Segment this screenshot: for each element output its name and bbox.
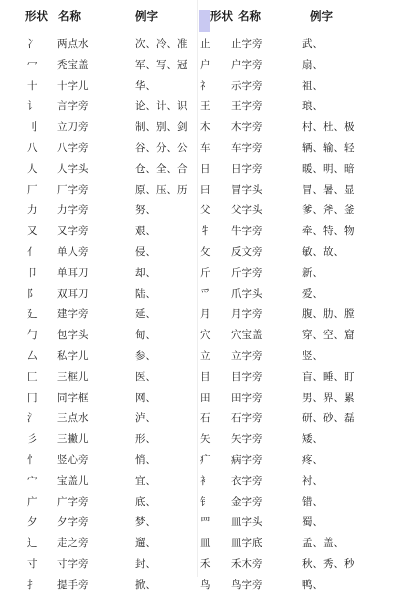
example-characters: 祖、 [302,79,323,92]
table-row [0,471,196,492]
radical-name: 王字旁 [231,100,263,113]
radical-shape: 疒 [200,453,211,466]
example-characters: 遛、 [135,537,156,550]
radical-name: 示字旁 [231,79,263,92]
radical-name: 三框儿 [57,370,89,383]
example-characters: 鸭、 [302,578,323,591]
table-row [198,180,400,201]
radical-name: 日字旁 [231,162,263,175]
table-row [198,200,400,221]
radical-name: 私字儿 [57,349,89,362]
radical-shape: 禾 [200,557,211,570]
radical-shape: 亻 [27,245,38,258]
table-row [0,284,196,305]
example-characters: 爹、斧、釜 [302,204,355,217]
radical-name: 牛字旁 [231,225,263,238]
example-characters: 艰、 [135,225,156,238]
radical-name: 禾木旁 [231,557,263,570]
radical-name: 立刀旁 [57,121,89,134]
example-characters: 竖、 [302,349,323,362]
table-row [198,76,400,97]
radical-shape: 冫 [27,38,38,50]
radical-name: 止字旁 [231,38,263,50]
radical-shape: 又 [27,225,38,238]
table-row [0,575,196,596]
example-characters: 冒、暑、显 [302,183,355,196]
radical-shape: 穴 [200,329,211,342]
table-row [0,263,196,284]
radical-shape: 刂 [27,121,38,134]
radical-name: 又字旁 [57,225,89,238]
radicals-table-right [198,0,400,596]
radical-shape: 冂 [27,391,38,404]
example-characters: 延、 [135,308,156,321]
radical-name: 两点水 [57,38,89,50]
example-characters: 秋、秀、秒 [302,557,355,570]
example-characters: 次、冷、准 [135,38,188,50]
radical-shape: 忄 [27,453,38,466]
table-row [198,492,400,513]
example-characters: 爱、 [302,287,323,300]
radical-shape: 寸 [27,557,38,570]
radical-name: 皿字头 [231,516,263,529]
example-characters: 甸、 [135,329,156,342]
table-row [0,408,196,429]
example-characters: 谷、分、公 [135,141,188,154]
radical-shape: 户 [200,58,211,71]
example-characters: 论、计、识 [135,100,188,113]
example-characters: 形、 [135,433,156,446]
example-characters: 底、 [135,495,156,508]
radical-name: 提手旁 [57,578,89,591]
radical-name: 立字旁 [231,349,263,362]
table-row [0,533,196,554]
table-row [0,512,196,533]
radical-shape: 罒 [200,516,211,529]
header-shape: 形状 [25,9,48,23]
example-characters: 封、 [135,557,156,570]
radical-shape: 爫 [200,287,211,300]
example-characters: 宜、 [135,474,156,487]
radical-name: 建字旁 [57,308,89,321]
table-row [198,367,400,388]
radical-shape: 止 [200,38,211,50]
radical-name: 父字头 [231,204,263,217]
example-characters: 孟、盖、 [302,537,344,550]
table-row [0,388,196,409]
radical-shape: 目 [200,370,211,383]
radical-name: 广字旁 [57,495,89,508]
table-row [0,554,196,575]
table-row [198,242,400,263]
table-row [0,367,196,388]
radical-shape: 曰 [200,183,211,196]
radical-name: 包字头 [57,329,89,342]
radical-shape: 石 [200,412,211,425]
radical-name: 言字旁 [57,100,89,113]
radical-shape: 皿 [200,537,211,550]
radical-shape: 辶 [27,537,38,550]
radical-shape: 矢 [200,433,211,446]
example-characters: 疼、 [302,453,323,466]
example-characters: 掀、 [135,578,156,591]
example-characters: 军、写、冠 [135,58,188,71]
radical-name: 同字框 [57,391,89,404]
radical-shape: 氵 [27,412,38,425]
radical-shape: 鸟 [200,578,211,591]
table-row [0,180,196,201]
table-row [0,450,196,471]
table-row [0,492,196,513]
radical-shape: 夕 [27,516,38,529]
radicals-table-left [0,0,196,596]
example-characters: 网、 [135,391,156,404]
radical-name: 单人旁 [57,245,89,258]
radical-name: 金字旁 [231,495,263,508]
radical-name: 寸字旁 [57,557,89,570]
table-row [198,429,400,450]
table-row [198,554,400,575]
header-example: 例字 [135,9,158,23]
table-row [198,55,400,76]
radical-name: 人字头 [57,162,89,175]
table-row [198,325,400,346]
radical-name: 石字旁 [231,412,263,425]
example-characters: 辆、输、轻 [302,141,355,154]
radical-shape: 牜 [200,225,211,238]
table-row [0,138,196,159]
radical-name: 矢字旁 [231,433,263,446]
radical-name: 八字旁 [57,141,89,154]
table-row [0,242,196,263]
radical-shape: 月 [200,308,211,321]
header-example: 例字 [310,9,333,23]
radical-name: 斤字旁 [231,266,263,279]
radical-shape: 王 [200,100,211,113]
radical-name: 秃宝盖 [57,58,89,71]
table-row [198,533,400,554]
radical-shape: 宀 [27,474,38,487]
table-row [198,138,400,159]
example-characters: 却、 [135,266,156,279]
example-characters: 泸、 [135,412,156,425]
table-row [0,117,196,138]
table-header [198,0,400,34]
example-characters: 陆、 [135,287,156,300]
example-characters: 侵、 [135,245,156,258]
radical-shape: 廴 [27,308,38,321]
radical-shape: 父 [200,204,211,217]
example-characters: 医、 [135,370,156,383]
radical-name: 夕字旁 [57,516,89,529]
radical-name: 反文旁 [231,245,263,258]
table-row [198,450,400,471]
radical-name: 厂字旁 [57,183,89,196]
radical-shape: 卩 [27,266,38,279]
example-characters: 华、 [135,79,156,92]
table-row [198,471,400,492]
table-row [0,159,196,180]
radical-name: 双耳刀 [57,287,89,300]
example-characters: 腹、肋、膛 [302,308,355,321]
table-row [0,76,196,97]
table-row [198,159,400,180]
example-characters: 错、 [302,495,323,508]
table-row [0,55,196,76]
radical-name: 皿字底 [231,537,263,550]
table-row [0,325,196,346]
example-characters: 衬、 [302,474,323,487]
radical-name: 竖心旁 [57,453,89,466]
radical-shape: 田 [200,391,211,404]
example-characters: 矮、 [302,433,323,446]
radical-shape: 衤 [200,474,211,487]
example-characters: 梦、 [135,516,156,529]
example-characters: 村、杜、极 [302,121,355,134]
example-characters: 牵、特、物 [302,225,355,238]
radical-shape: 攵 [200,245,211,258]
radical-shape: 广 [27,495,38,508]
example-characters: 敏、故、 [302,245,344,258]
radical-name: 木字旁 [231,121,263,134]
radical-name: 穴宝盖 [231,329,263,342]
radical-shape: 力 [27,204,38,217]
table-row [198,388,400,409]
radical-shape: 匚 [27,370,38,383]
radical-name: 病字旁 [231,453,263,466]
table-row [198,284,400,305]
table-row [198,346,400,367]
table-row [0,200,196,221]
radical-shape: 人 [27,162,38,175]
example-characters: 扇、 [302,58,323,71]
table-row [0,346,196,367]
table-row [0,96,196,117]
example-characters: 蜀、 [302,516,323,529]
radical-shape: 勹 [27,329,38,342]
example-characters: 努、 [135,204,156,217]
table-row [198,221,400,242]
radical-shape: 讠 [27,100,38,113]
radical-name: 冒字头 [231,183,263,196]
radical-name: 爪字头 [231,287,263,300]
example-characters: 原、压、历 [135,183,188,196]
example-characters: 穿、空、窟 [302,329,355,342]
example-characters: 暖、明、暗 [302,162,355,175]
radical-shape: 厂 [27,183,38,196]
table-row [198,408,400,429]
radical-name: 力字旁 [57,204,89,217]
radical-name: 单耳刀 [57,266,89,279]
radical-name: 户字旁 [231,58,263,71]
radical-name: 鸟字旁 [231,578,263,591]
table-row [0,221,196,242]
radical-name: 十字儿 [57,79,89,92]
table-row [198,575,400,596]
table-row [198,263,400,284]
example-characters: 仓、全、合 [135,162,188,175]
header-name: 名称 [238,9,261,23]
table-header [0,0,196,34]
radical-shape: 阝 [27,287,38,300]
example-characters: 新、 [302,266,323,279]
table-row [198,34,400,55]
radical-name: 车字旁 [231,141,263,154]
table-row [198,96,400,117]
radical-shape: 十 [27,79,38,92]
table-row [0,34,196,55]
example-characters: 制、别、剑 [135,121,188,134]
radical-shape: 八 [27,141,38,154]
radical-shape: 厶 [27,349,38,362]
radical-shape: 木 [200,121,211,134]
radical-shape: 冖 [27,58,38,71]
radical-name: 宝盖儿 [57,474,89,487]
radical-name: 走之旁 [57,537,89,550]
radical-shape: 斤 [200,266,211,279]
example-characters: 盲、睡、盯 [302,370,355,383]
header-shape: 形状 [210,9,233,23]
radical-shape: 立 [200,349,211,362]
radical-name: 衣字旁 [231,474,263,487]
radical-name: 目字旁 [231,370,263,383]
radical-shape: 钅 [200,495,211,508]
table-row [198,304,400,325]
header-name: 名称 [58,9,81,23]
radical-shape: 车 [200,141,211,154]
example-characters: 琅、 [302,100,323,113]
radical-shape: 日 [200,162,211,175]
radical-shape: 扌 [27,578,38,591]
table-row [198,512,400,533]
radical-shape: 礻 [200,79,211,92]
example-characters: 悄、 [135,453,156,466]
radical-name: 月字旁 [231,308,263,321]
radical-shape: 彡 [27,433,38,446]
table-row [0,304,196,325]
example-characters: 研、砂、磊 [302,412,355,425]
example-characters: 武、 [302,38,323,50]
radical-name: 三撇儿 [57,433,89,446]
radical-name: 田字旁 [231,391,263,404]
example-characters: 参、 [135,349,156,362]
table-row [0,429,196,450]
radical-name: 三点水 [57,412,89,425]
table-row [198,117,400,138]
example-characters: 男、界、累 [302,391,355,404]
